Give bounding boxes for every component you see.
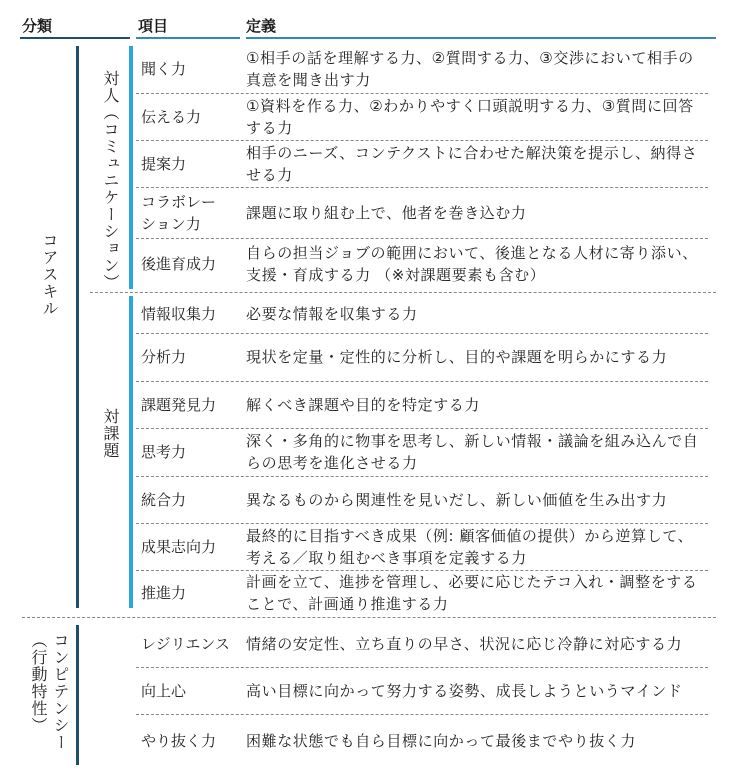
def-collaboration: 課題に取り組む上で、他者を巻き込む力 [246, 204, 527, 222]
def-issue-finding: 解くべき課題や目的を特定する力 [246, 396, 481, 414]
item-conveying: 伝える力 [141, 108, 202, 126]
group-divider [90, 292, 716, 293]
item-thinking: 思考力 [141, 443, 187, 461]
item-listening: 聞く力 [141, 60, 187, 78]
group-competency: コンピテンシー（行動特性） [29, 632, 70, 751]
item-mentoring: 後進育成力 [141, 255, 217, 273]
item-issue-finding: 課題発見力 [141, 396, 217, 414]
core-skill-bar [76, 46, 79, 608]
item-integration: 統合力 [141, 491, 187, 509]
competency-bar [76, 625, 79, 765]
def-information-gathering: 必要な情報を収集する力 [246, 305, 418, 323]
def-thinking: 深く・多角的に物事を思考し、新しい情報・議論を組み込んで自らの思考を進化させる力 [246, 432, 699, 472]
def-analysis: 現状を定量・定性的に分析し、目的や課題を明らかにする力 [246, 348, 668, 366]
header-underline-item [136, 37, 240, 39]
item-driving: 推進力 [141, 584, 187, 602]
task-bar [129, 296, 133, 608]
section-divider [22, 617, 716, 618]
header-definition: 定義 [246, 17, 277, 35]
header-underline-category [20, 37, 130, 39]
header-category: 分類 [22, 17, 53, 35]
def-proposal: 相手のニーズ、コンテクストに合わせた解決策を提示し、納得させる力 [246, 144, 698, 184]
def-conveying: ①資料を作る力、②わかりやすく口頭説明する力、③質問に回答する力 [246, 97, 694, 137]
def-mentoring: 自らの担当ジョブの範囲において、後進となる人材に寄り添い、支援・育成する力 （※対課題要素も含む） [246, 244, 698, 284]
def-ambition: 高い目標に向かって努力する姿勢、成長しようというマインド [246, 682, 683, 700]
def-integration: 異なるものから関連性を見いだし、新しい価値を生み出す力 [246, 491, 668, 509]
item-collaboration: コラボレーション力 [141, 193, 217, 233]
def-result-orientation: 最終的に目指すべき成果（例: 顧客価値の提供）から逆算して、考える／取り組むべき事項を定義する力 [246, 527, 694, 567]
item-ambition: 向上心 [141, 682, 187, 700]
def-driving: 計画を立て、進捗を管理し、必要に応じたテコ入れ・調整をすることで、計画通り推進する力 [246, 573, 698, 613]
header-underline-definition [246, 37, 716, 39]
item-proposal: 提案力 [141, 155, 187, 173]
group-interpersonal: 対人（コミュニケーション） [101, 70, 120, 291]
group-core-skill: コアスキル [40, 232, 59, 317]
interpersonal-bar [129, 46, 133, 289]
item-analysis: 分析力 [141, 348, 187, 366]
item-grit: やり抜く力 [141, 732, 217, 750]
item-information-gathering: 情報収集力 [141, 305, 217, 323]
def-grit: 困難な状態でも自ら目標に向かって最後までやり抜く力 [246, 732, 637, 750]
group-task: 対課題 [101, 408, 120, 459]
header-item: 項目 [138, 17, 169, 35]
item-resilience: レジリエンス [141, 635, 230, 653]
def-listening: ①相手の話を理解する力、②質問する力、③交渉において相手の真意を聞き出す力 [246, 49, 694, 89]
def-resilience: 情緒の安定性、立ち直りの早さ、状況に応じ冷静に対応する力 [246, 635, 683, 653]
item-result-orientation: 成果志向力 [141, 538, 217, 556]
